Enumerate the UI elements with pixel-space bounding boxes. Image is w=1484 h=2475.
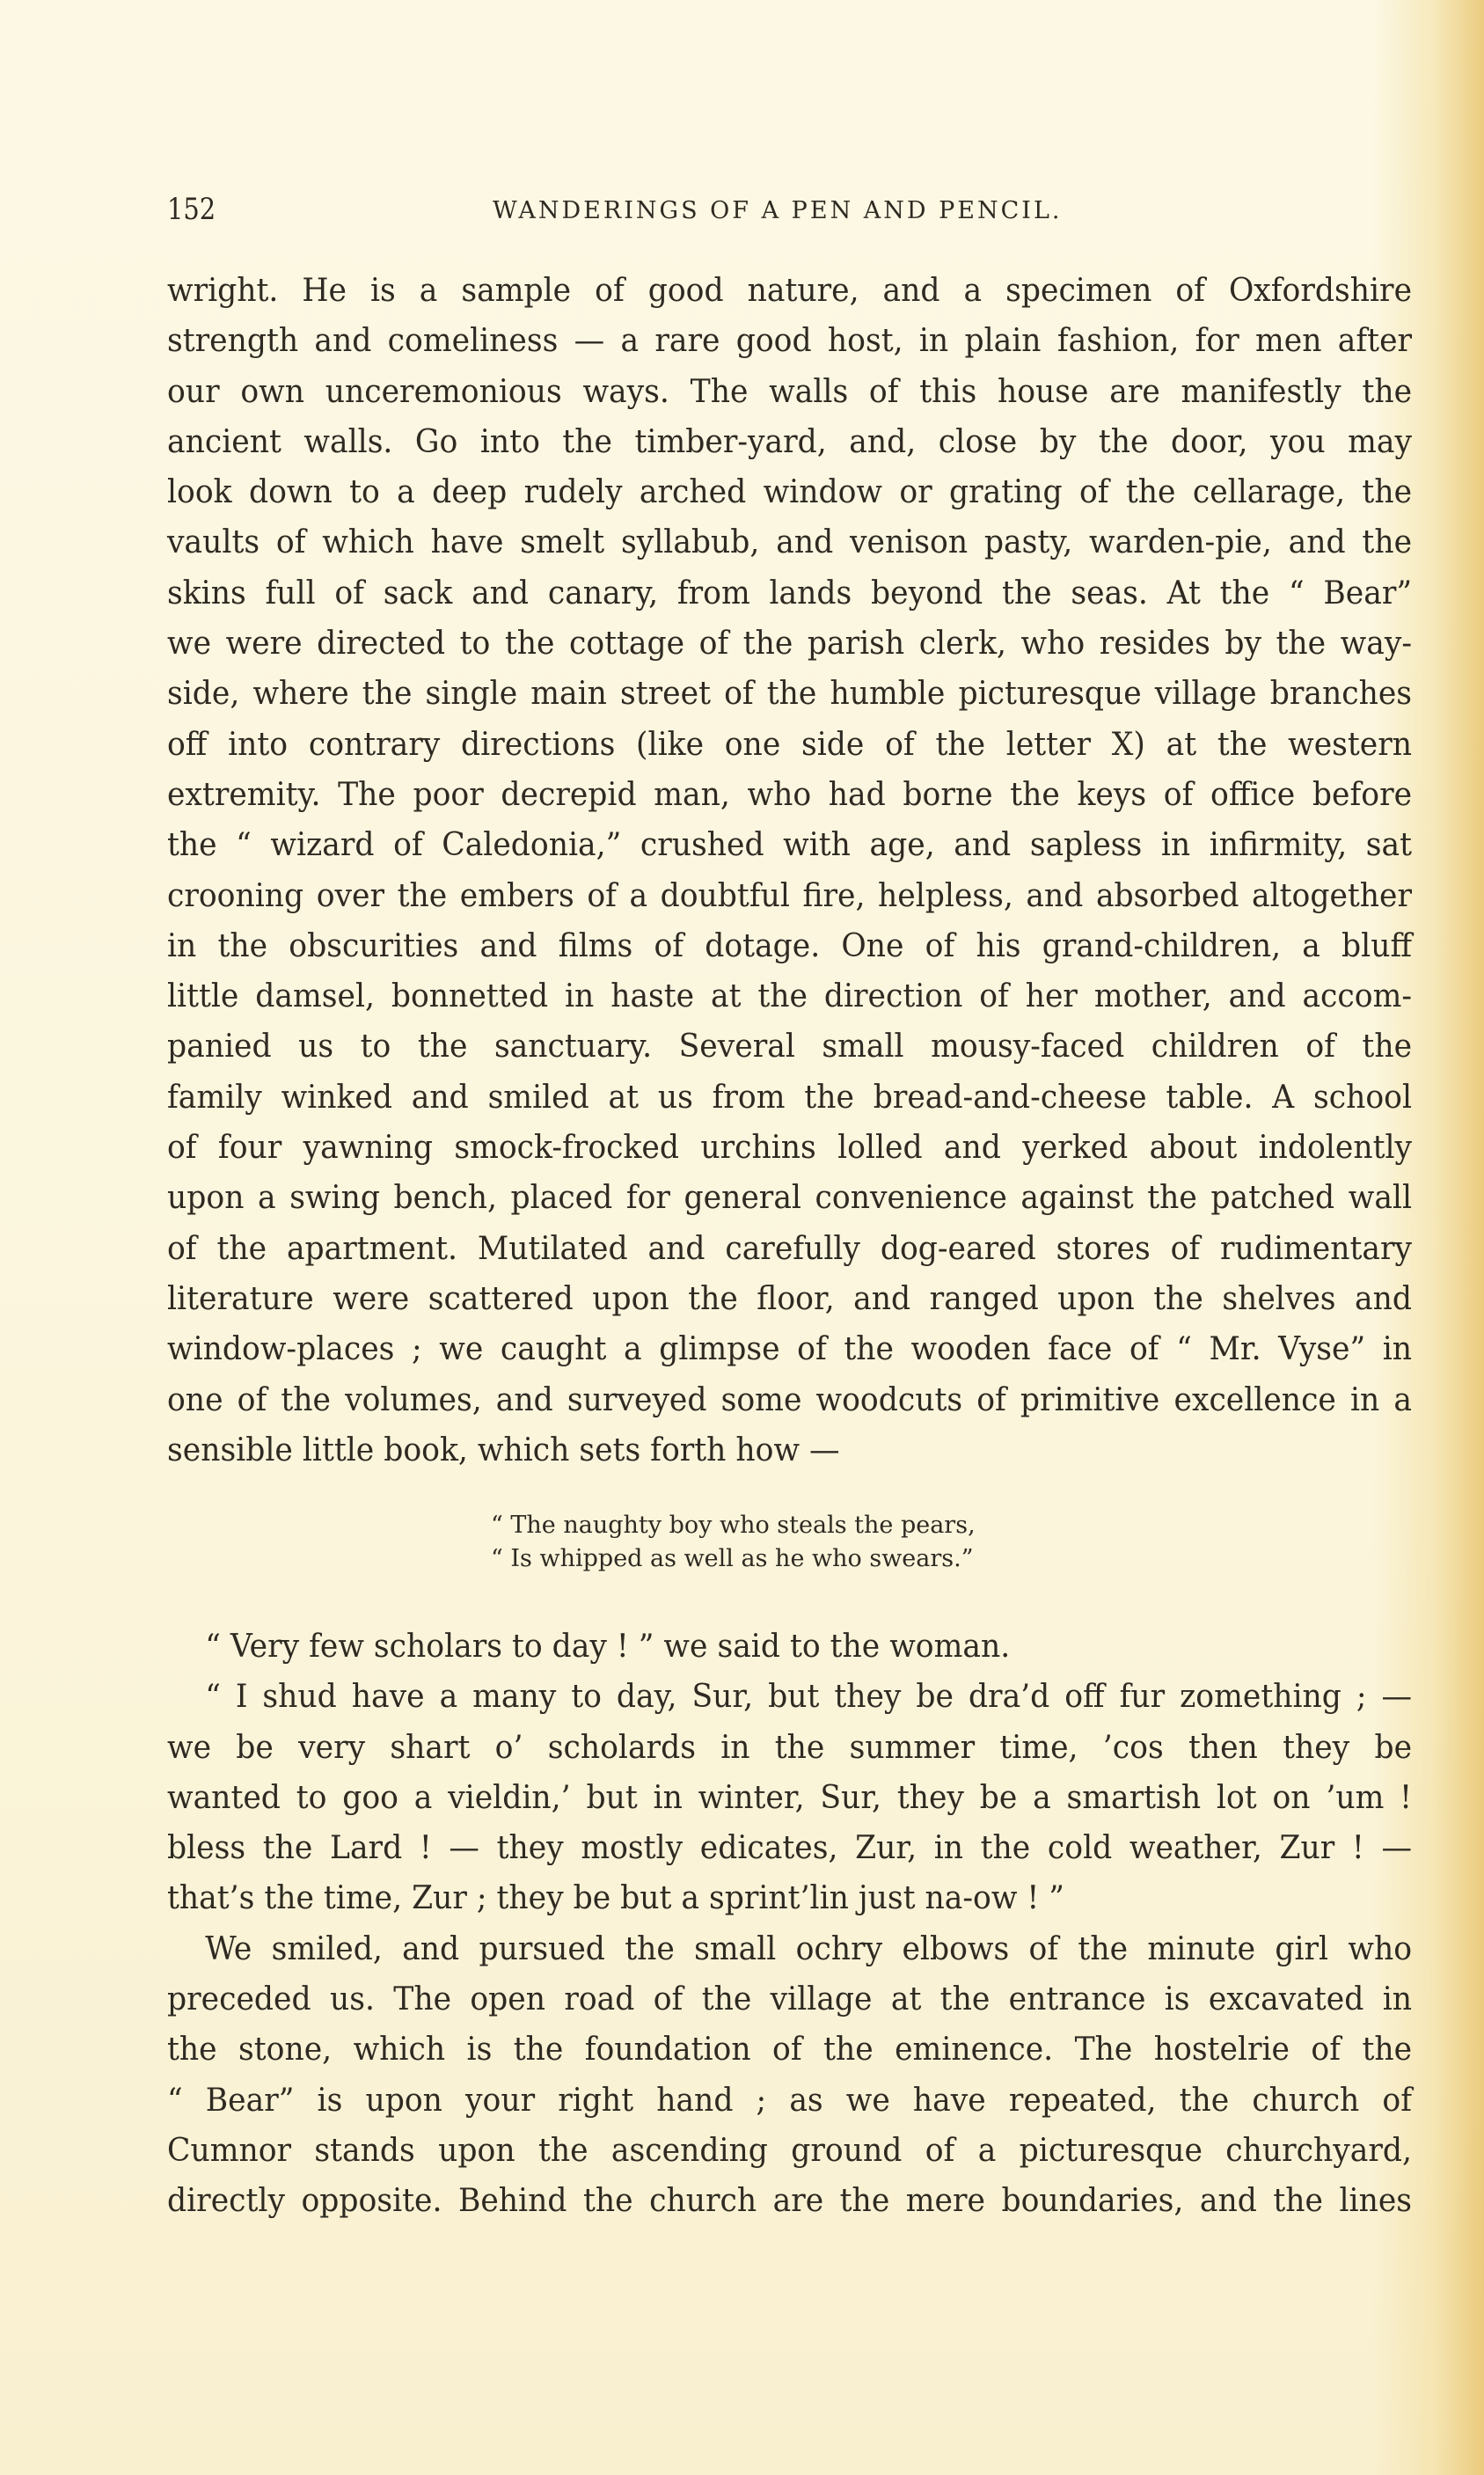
text-line: directly opposite. Behind the church are the mere boundaries, and the lines <box>167 2183 1413 2220</box>
text-line: off into contrary directions (like one side of the letter X) at the western <box>167 726 1413 763</box>
text-line: upon a swing bench, placed for general convenience against the patched wall <box>167 1180 1413 1217</box>
text-line: bless the Lard ! — they mostly edicates, Zur, in the cold weather, Zur ! — <box>167 1830 1413 1867</box>
text-line: vaults of which have smelt syllabub, and venison pasty, warden-pie, and the <box>167 524 1413 561</box>
text-line: that’s the time, Zur ; they be but a sprint’lin just na-ow ! ” <box>167 1880 1064 1917</box>
text-line: literature were scattered upon the floor, and ranged upon the shelves and <box>167 1280 1413 1317</box>
paragraph-1 <box>167 266 1412 1475</box>
text-line: crooning over the embers of a doubtful fire, helpless, and absorbed altogether <box>167 877 1413 914</box>
text-line: window-places ; we caught a glimpse of the wooden face of “ Mr. Vyse” in <box>167 1331 1413 1368</box>
text-line: look down to a deep rudely arched window or grating of the cellarage, the <box>167 474 1413 511</box>
dialogue-section <box>167 1622 1412 2227</box>
text-line: we be very shart o’ scholards in the summer time, ’cos then they be <box>167 1729 1413 1766</box>
text-line: skins full of sack and canary, from lands beyond the seas. At the “ Bear” <box>167 575 1413 611</box>
text-line: little damsel, bonnetted in haste at the direction of her mother, and accom- <box>167 978 1413 1015</box>
verse-line: “ The naughty boy who steals the pears, <box>491 1512 976 1539</box>
text-line: family winked and smiled at us from the bread-and-cheese table. A school <box>167 1079 1413 1116</box>
text-line: Cumnor stands upon the ascending ground of a picturesque churchyard, <box>167 2132 1413 2169</box>
text-line: “ I shud have a many to day, Sur, but they be dra’d off fur zomething ; — <box>205 1679 1413 1716</box>
verse-line: “ Is whipped as well as he who swears.” <box>491 1545 974 1572</box>
text-line: of four yawning smock-frocked urchins lolled and yerked about indolently <box>167 1130 1413 1167</box>
text-line: one of the volumes, and surveyed some woodcuts of primitive excellence in a <box>167 1381 1413 1418</box>
text-line: “ Very few scholars to day ! ” we said to the woman. <box>205 1629 1011 1665</box>
text-line: panied us to the sanctuary. Several small mousy-faced children of the <box>167 1029 1413 1065</box>
text-line: wright. He is a sample of good nature, and a specimen of Oxfordshire <box>167 273 1413 309</box>
text-line: ancient walls. Go into the timber-yard, and, close by the door, you may <box>167 423 1413 460</box>
text-line: wanted to goo a vieldin,’ but in winter, Sur, they be a smartish lot on ’um ! <box>167 1779 1413 1816</box>
text-line: we were directed to the cottage of the parish clerk, who resides by the way- <box>167 626 1413 663</box>
text-line: the stone, which is the foundation of the eminence. The hostelrie of the <box>167 2032 1413 2069</box>
text-line: “ Bear” is upon your right hand ; as we have repeated, the church of <box>167 2082 1413 2119</box>
running-title: WANDERINGS OF A PEN AND PENCIL. <box>493 197 1063 224</box>
text-line: strength and comeliness — a rare good host, in plain fashion, for men after <box>167 323 1413 360</box>
text-line: extremity. The poor decrepid man, who had borne the keys of office before <box>167 776 1413 813</box>
text-line: side, where the single main street of the humble picturesque village branches <box>167 676 1413 713</box>
text-line: in the obscurities and films of dotage. One of his grand-children, a bluff <box>167 927 1413 964</box>
verse-quote <box>491 1509 1107 1576</box>
text-line: We smiled, and pursued the small ochry elbows of the minute girl who <box>205 1930 1413 1967</box>
text-line: preceded us. The open road of the village at the entrance is excavated in <box>167 1981 1413 2018</box>
text-line: the “ wizard of Caledonia,” crushed with age, and sapless in infirmity, sat <box>167 827 1413 864</box>
running-head <box>167 192 1135 227</box>
text-line: sensible little book, which sets forth how — <box>167 1432 840 1468</box>
text-line: our own unceremonious ways. The walls of this house are manifestly the <box>167 373 1413 410</box>
page-number: 152 <box>167 192 216 227</box>
text-line: of the apartment. Mutilated and carefully dog-eared stores of rudimentary <box>167 1230 1413 1267</box>
